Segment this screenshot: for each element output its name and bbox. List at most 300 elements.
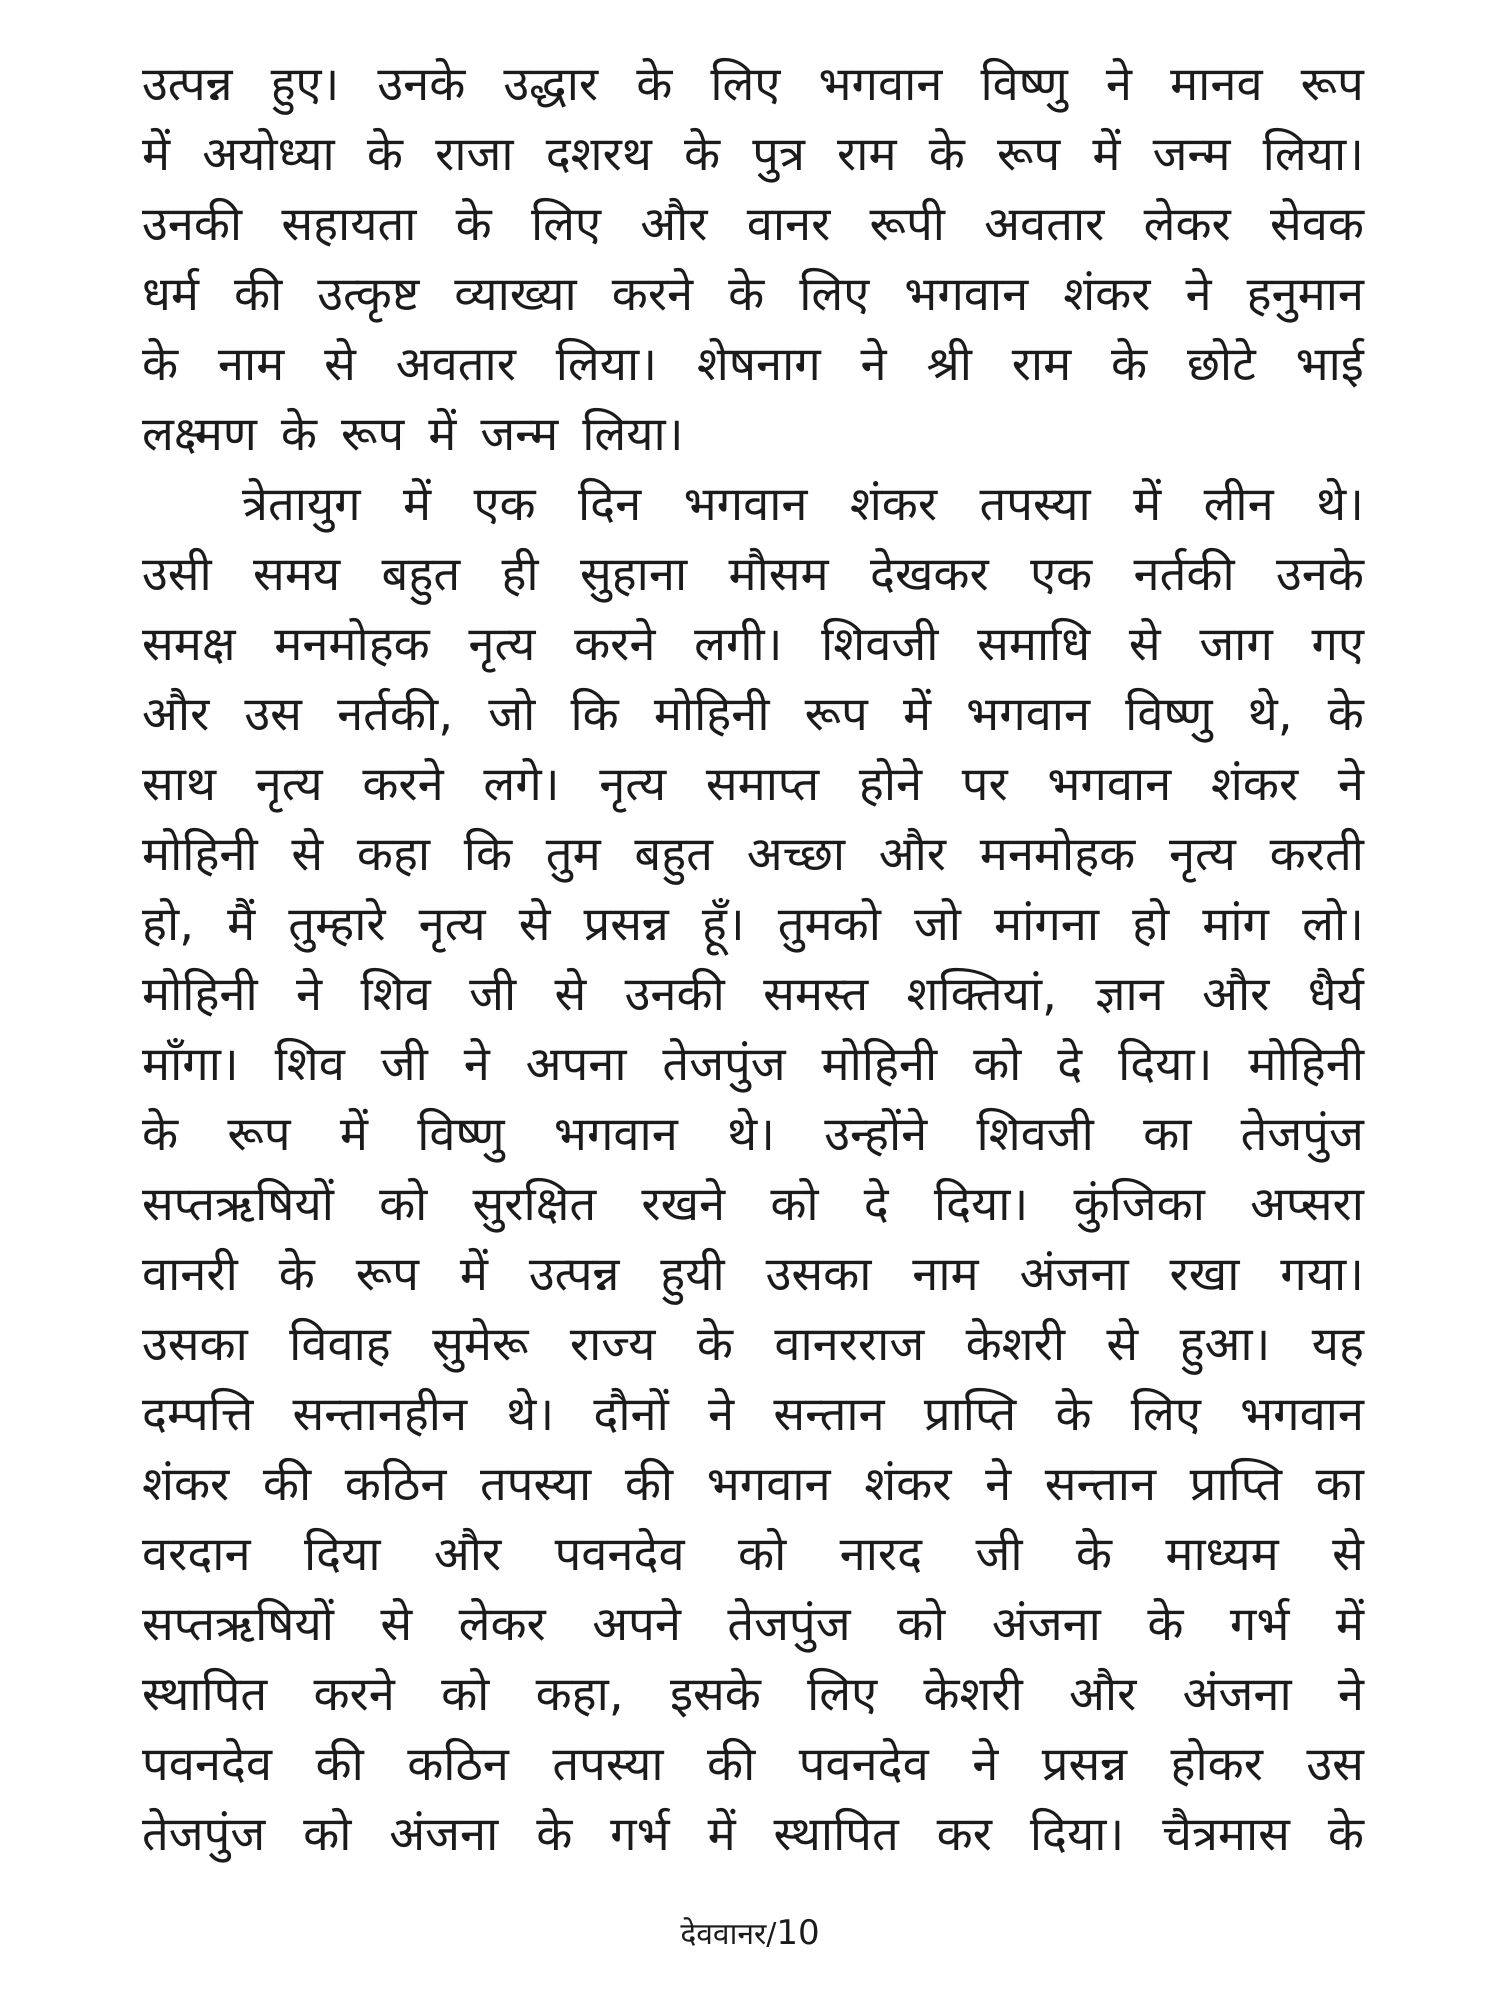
word: ने xyxy=(708,1387,735,1442)
page-number: 10 xyxy=(776,1913,820,1953)
word: लिए xyxy=(710,57,781,112)
word: अपना xyxy=(525,1037,627,1092)
word: शक्तियां, xyxy=(906,967,1057,1022)
word: समाप्त xyxy=(705,757,820,812)
word: नारद xyxy=(839,1527,923,1582)
word: हुए। xyxy=(270,57,340,112)
word: मोहिनी xyxy=(142,827,258,882)
text-line xyxy=(142,1310,1364,1380)
word: जन्म xyxy=(1152,127,1231,182)
word: और xyxy=(142,687,210,742)
word: शेषनाग xyxy=(696,337,821,392)
word: उन्होंने xyxy=(824,1107,928,1162)
word: एक xyxy=(473,477,536,532)
word: और xyxy=(640,197,708,252)
word: लीन xyxy=(1203,477,1274,532)
word: श्री xyxy=(926,337,972,392)
word: ने xyxy=(1105,57,1133,112)
word: दिन xyxy=(577,477,642,532)
word: नृत्य xyxy=(599,757,667,812)
word: ने xyxy=(296,967,323,1022)
word: से xyxy=(324,337,356,392)
word: जी xyxy=(469,967,517,1022)
word: शंकर xyxy=(849,477,938,532)
word: में xyxy=(339,1107,368,1162)
word: मैं xyxy=(227,897,256,952)
word: के xyxy=(278,1247,315,1302)
word: कि xyxy=(570,687,619,742)
word: दिया। xyxy=(1029,1807,1125,1862)
text-line xyxy=(142,1450,1364,1520)
word: के xyxy=(696,1317,733,1372)
word: उद्धार xyxy=(503,57,599,112)
word: सन्तान xyxy=(773,1387,885,1442)
word: अच्छा xyxy=(746,827,846,882)
word: पुत्र xyxy=(752,127,805,182)
word: तेजपुंज xyxy=(1240,1107,1364,1162)
text-line xyxy=(142,1590,1364,1660)
word: विवाह xyxy=(289,1317,391,1372)
word: शंकर xyxy=(1063,267,1151,322)
word: शिव xyxy=(274,1037,345,1092)
word: कहा xyxy=(356,827,431,882)
word: नृत्य xyxy=(255,757,323,812)
word: के xyxy=(1055,1387,1092,1442)
word: करने xyxy=(611,267,694,322)
word: के xyxy=(1147,1597,1184,1652)
word: तुम्हारे xyxy=(288,897,386,952)
word: से xyxy=(380,1597,413,1652)
word: को xyxy=(770,1177,819,1232)
word: लगे। xyxy=(483,757,560,812)
word: अयोध्या xyxy=(202,127,335,182)
word: लिए xyxy=(807,1667,878,1722)
word: अवतार xyxy=(395,337,516,392)
word: पवनदेव xyxy=(142,1737,273,1792)
word: थे। xyxy=(506,1387,555,1442)
word: बहुत xyxy=(381,547,461,602)
text-line xyxy=(142,120,1364,190)
word: गर्भ xyxy=(610,1807,670,1862)
word: भगवान xyxy=(683,477,808,532)
word: थे, xyxy=(1247,687,1293,742)
word: समस्त xyxy=(763,967,869,1022)
word: हुयी xyxy=(660,1247,725,1302)
word: लेकर xyxy=(1143,197,1231,252)
word: दे xyxy=(1057,1037,1083,1092)
word: सेवक xyxy=(1269,197,1364,252)
word: दे xyxy=(863,1177,889,1232)
word: राम xyxy=(1011,337,1072,392)
word: लिया। xyxy=(1262,127,1364,182)
word: शंकर xyxy=(142,1457,230,1512)
word: की xyxy=(262,1457,312,1512)
word: तपस्या xyxy=(979,477,1091,532)
word: ने xyxy=(1185,267,1212,322)
word: मनमोहक xyxy=(274,617,430,672)
word: नर्तकी xyxy=(1133,547,1235,602)
word: तुम xyxy=(545,827,601,882)
word: हूँ। xyxy=(701,897,745,952)
word: सन्तान xyxy=(1044,1457,1157,1512)
word: राम xyxy=(837,127,897,182)
word: के xyxy=(366,127,403,182)
word: मोहिनी xyxy=(653,687,770,742)
word: के xyxy=(1111,337,1148,392)
word: नाम xyxy=(912,1247,979,1302)
text-line xyxy=(142,1660,1364,1730)
word: और xyxy=(433,1527,502,1582)
text-line xyxy=(142,50,1364,120)
word: स्थापित xyxy=(773,1807,899,1862)
word: में xyxy=(902,687,932,742)
word: भाई xyxy=(1295,337,1364,392)
word: तपस्या xyxy=(552,1737,664,1792)
word: मानव xyxy=(1170,57,1263,112)
word: ने xyxy=(972,1737,999,1792)
word: तेजपुंज xyxy=(662,1037,786,1092)
word: और xyxy=(1069,1667,1137,1722)
word: ने xyxy=(463,1037,490,1092)
word: विष्णु xyxy=(417,1107,505,1162)
word: जो xyxy=(488,687,536,742)
word: में xyxy=(428,407,457,462)
word: में xyxy=(403,477,432,532)
word: में xyxy=(1092,127,1121,182)
word: अवतार xyxy=(984,197,1105,252)
word: तपस्या xyxy=(480,1457,592,1512)
word: ने xyxy=(985,1457,1012,1512)
word: उस xyxy=(1306,1737,1364,1792)
word: लक्ष्मण xyxy=(142,407,257,462)
word: स्थापित xyxy=(142,1667,268,1722)
word: शंकर xyxy=(1210,757,1299,812)
word: कहा, xyxy=(535,1667,624,1722)
word: कि xyxy=(463,827,513,882)
word: के xyxy=(1327,687,1364,742)
word: में xyxy=(459,1247,488,1302)
word: लेकर xyxy=(458,1597,546,1652)
word: लिए xyxy=(799,267,870,322)
word: अंजना xyxy=(991,1597,1101,1652)
word: लिया। xyxy=(582,407,684,462)
word: पवनदेव xyxy=(798,1737,929,1792)
word: गर्भ xyxy=(1229,1597,1290,1652)
word: जी xyxy=(380,1037,428,1092)
word: लगी। xyxy=(694,617,783,672)
word: अंजना xyxy=(389,1807,499,1862)
word: नर्तकी, xyxy=(337,687,454,742)
word: बहुत xyxy=(634,827,713,882)
word: वानर xyxy=(746,197,831,252)
word: अप्सरा xyxy=(1250,1177,1364,1232)
text-line xyxy=(142,1380,1364,1450)
word: मौसम xyxy=(728,547,829,602)
word: नृत्य xyxy=(1168,827,1236,882)
word: अपने xyxy=(592,1597,681,1652)
text-line xyxy=(142,470,1364,540)
word: करने xyxy=(313,1667,395,1722)
word: मांग xyxy=(1202,897,1270,952)
word: की xyxy=(234,267,283,322)
word: उनकी xyxy=(624,967,725,1022)
word: दशरथ xyxy=(545,127,652,182)
word: उसी xyxy=(142,547,212,602)
page-footer xyxy=(0,1913,1500,1953)
word: लिए xyxy=(1130,1387,1201,1442)
word: भगवान xyxy=(1240,1387,1364,1442)
word: मोहिनी xyxy=(142,967,258,1022)
word: सप्तऋषियों xyxy=(142,1177,334,1232)
text-line xyxy=(142,820,1364,890)
word: लो। xyxy=(1302,897,1364,952)
word: उत्पन्न xyxy=(528,1247,620,1302)
word: गए xyxy=(1311,617,1364,672)
word: नाम xyxy=(217,337,285,392)
word: की xyxy=(706,1737,756,1792)
word: रूप xyxy=(804,687,868,742)
word: के xyxy=(536,1807,573,1862)
word: उत्पन्न xyxy=(142,57,233,112)
word: सप्तऋषियों xyxy=(142,1597,334,1652)
text-line xyxy=(142,260,1364,330)
word: से xyxy=(1332,1527,1364,1582)
word: कठिन xyxy=(344,1457,447,1512)
word: दम्पत्ति xyxy=(142,1387,254,1442)
word: तेजपुंज xyxy=(727,1597,851,1652)
text-line xyxy=(142,330,1364,400)
word: रूपी xyxy=(869,197,945,252)
word: विष्णु xyxy=(980,57,1068,112)
word: को xyxy=(897,1597,946,1652)
text-line xyxy=(142,540,1364,610)
word: पर xyxy=(961,757,1008,812)
word: और xyxy=(1202,967,1270,1022)
word: का xyxy=(1315,1457,1364,1512)
word: नृत्य xyxy=(468,617,536,672)
word: मांगना xyxy=(994,897,1100,952)
word: रूप xyxy=(227,1107,291,1162)
word: प्रसन्न xyxy=(1041,1737,1128,1792)
word: वानरी xyxy=(142,1247,238,1302)
text-line xyxy=(142,1800,1364,1870)
word: में xyxy=(1133,477,1162,532)
word: सहायता xyxy=(281,197,417,252)
word: अंजना xyxy=(1182,1667,1292,1722)
word: माध्यम xyxy=(1165,1527,1279,1582)
footer-label: देववानर/ xyxy=(680,1917,777,1952)
word: दौनों xyxy=(593,1387,669,1442)
text-line xyxy=(142,750,1364,820)
word: भगवान xyxy=(553,1107,678,1162)
word: जी xyxy=(975,1527,1023,1582)
word: विष्णु xyxy=(1125,687,1213,742)
word: दिया xyxy=(303,1527,381,1582)
word: से xyxy=(291,827,324,882)
word: उत्कृष्ट xyxy=(317,267,420,322)
word: उसका xyxy=(142,1317,248,1372)
text-line xyxy=(142,400,1364,470)
word: उनकी xyxy=(142,197,243,252)
word: करती xyxy=(1269,827,1364,882)
word: सुरक्षित xyxy=(472,1177,597,1232)
word: ने xyxy=(860,337,887,392)
word: लिए xyxy=(530,197,601,252)
body-text xyxy=(142,50,1364,1870)
word: समय xyxy=(253,547,341,602)
word: के xyxy=(636,57,673,112)
word: को xyxy=(379,1177,428,1232)
word: और xyxy=(878,827,947,882)
word: के xyxy=(142,1107,179,1162)
word: के xyxy=(455,197,492,252)
word: प्रसन्न xyxy=(583,897,669,952)
word: शंकर xyxy=(864,1457,952,1512)
word: से xyxy=(518,897,551,952)
word: ने xyxy=(1337,757,1364,812)
word: के xyxy=(1327,1807,1364,1862)
word: रूप xyxy=(1300,57,1364,112)
word: पवनदेव xyxy=(554,1527,685,1582)
word: शिवजी xyxy=(821,617,939,672)
word: वानरराज xyxy=(774,1317,925,1372)
word: भगवान xyxy=(706,1457,831,1512)
word: वरदान xyxy=(142,1527,251,1582)
word: हनुमान xyxy=(1246,267,1364,322)
word: राजा xyxy=(435,127,514,182)
word: उस xyxy=(244,687,302,742)
word: को xyxy=(303,1807,352,1862)
text-line xyxy=(142,610,1364,680)
word: के xyxy=(928,127,965,182)
word: के xyxy=(728,267,765,322)
word: रखा xyxy=(1169,1247,1240,1302)
word: रूप xyxy=(340,407,405,462)
word: जाग xyxy=(1199,617,1273,672)
word: में xyxy=(707,1807,736,1862)
word: मनमोहक xyxy=(979,827,1136,882)
word: हो, xyxy=(142,897,195,952)
word: राज्य xyxy=(569,1317,656,1372)
word: अंजना xyxy=(1019,1247,1129,1302)
word: की xyxy=(624,1457,674,1512)
word: में xyxy=(142,127,171,182)
word: मोहिनी xyxy=(821,1037,938,1092)
word: जो xyxy=(913,897,961,952)
word: में xyxy=(1335,1597,1364,1652)
word: हुआ। xyxy=(1179,1317,1271,1372)
text-line xyxy=(142,890,1364,960)
word: यह xyxy=(1311,1317,1364,1372)
word: तुमको xyxy=(777,897,881,952)
word: तेजपुंज xyxy=(142,1807,266,1862)
word: साथ xyxy=(142,757,216,812)
word: त्रेतायुग xyxy=(242,477,361,532)
word: कर xyxy=(936,1807,992,1862)
word: शिवजी xyxy=(976,1107,1094,1162)
word: ने xyxy=(1337,1667,1364,1722)
word: कठिन xyxy=(407,1737,509,1792)
text-line xyxy=(142,1170,1364,1240)
word: लिया। xyxy=(555,337,658,392)
word: को xyxy=(441,1667,490,1722)
word: छोटे xyxy=(1186,337,1256,392)
word: के xyxy=(280,407,317,462)
word: रखने xyxy=(641,1177,726,1232)
word: भगवान xyxy=(1047,757,1172,812)
word: करने xyxy=(574,617,656,672)
word: सन्तानहीन xyxy=(292,1387,468,1442)
word: सुमेरू xyxy=(432,1317,529,1372)
word: धैर्य xyxy=(1307,967,1364,1022)
word: दिया। xyxy=(933,1177,1029,1232)
word: रूप xyxy=(996,127,1061,182)
word: से xyxy=(554,967,587,1022)
word: होने xyxy=(858,757,923,812)
word: देखकर xyxy=(869,547,989,602)
word: भगवान xyxy=(966,687,1091,742)
word: के xyxy=(684,127,721,182)
word: के xyxy=(1075,1527,1113,1582)
word: उनके xyxy=(377,57,466,112)
word: एक xyxy=(1030,547,1093,602)
word: केशरी xyxy=(965,1317,1066,1372)
word: प्राप्ति xyxy=(923,1387,1017,1442)
word: मोहिनी xyxy=(1248,1037,1364,1092)
word: नृत्य xyxy=(418,897,486,952)
word: दिया। xyxy=(1118,1037,1213,1092)
word: ही xyxy=(501,547,539,602)
word: के xyxy=(142,337,179,392)
word: करने xyxy=(362,757,444,812)
word: व्याख्या xyxy=(454,267,577,322)
word: थे। xyxy=(727,1107,775,1162)
word: शिव xyxy=(360,967,431,1022)
word: धर्म xyxy=(142,267,200,322)
text-line xyxy=(142,1100,1364,1170)
word: गया। xyxy=(1280,1247,1364,1302)
word: थे। xyxy=(1316,477,1364,532)
text-line xyxy=(142,960,1364,1030)
word: समाधि xyxy=(977,617,1091,672)
word: चैत्रमास xyxy=(1162,1807,1290,1862)
word: भगवान xyxy=(818,57,943,112)
word: से xyxy=(1106,1317,1139,1372)
word: से xyxy=(1128,617,1161,672)
word: उनके xyxy=(1276,547,1364,602)
word: प्राप्ति xyxy=(1189,1457,1282,1512)
word: समक्ष xyxy=(142,617,236,672)
word: का xyxy=(1143,1107,1192,1162)
word: भगवान xyxy=(904,267,1029,322)
word: रूप xyxy=(355,1247,419,1302)
text-line xyxy=(142,680,1364,750)
text-line xyxy=(142,1030,1364,1100)
word: केशरी xyxy=(923,1667,1023,1722)
word: माँगा। xyxy=(142,1037,239,1092)
word: जन्म xyxy=(480,407,559,462)
word: इसके xyxy=(669,1667,761,1722)
word: उसका xyxy=(765,1247,872,1302)
text-line xyxy=(142,1730,1364,1800)
word: सुहाना xyxy=(579,547,688,602)
word: कुंजिका xyxy=(1073,1177,1205,1232)
word: की xyxy=(315,1737,364,1792)
text-line xyxy=(142,190,1364,260)
text-line xyxy=(142,1240,1364,1310)
word: होकर xyxy=(1170,1737,1263,1792)
text-line xyxy=(142,1520,1364,1590)
